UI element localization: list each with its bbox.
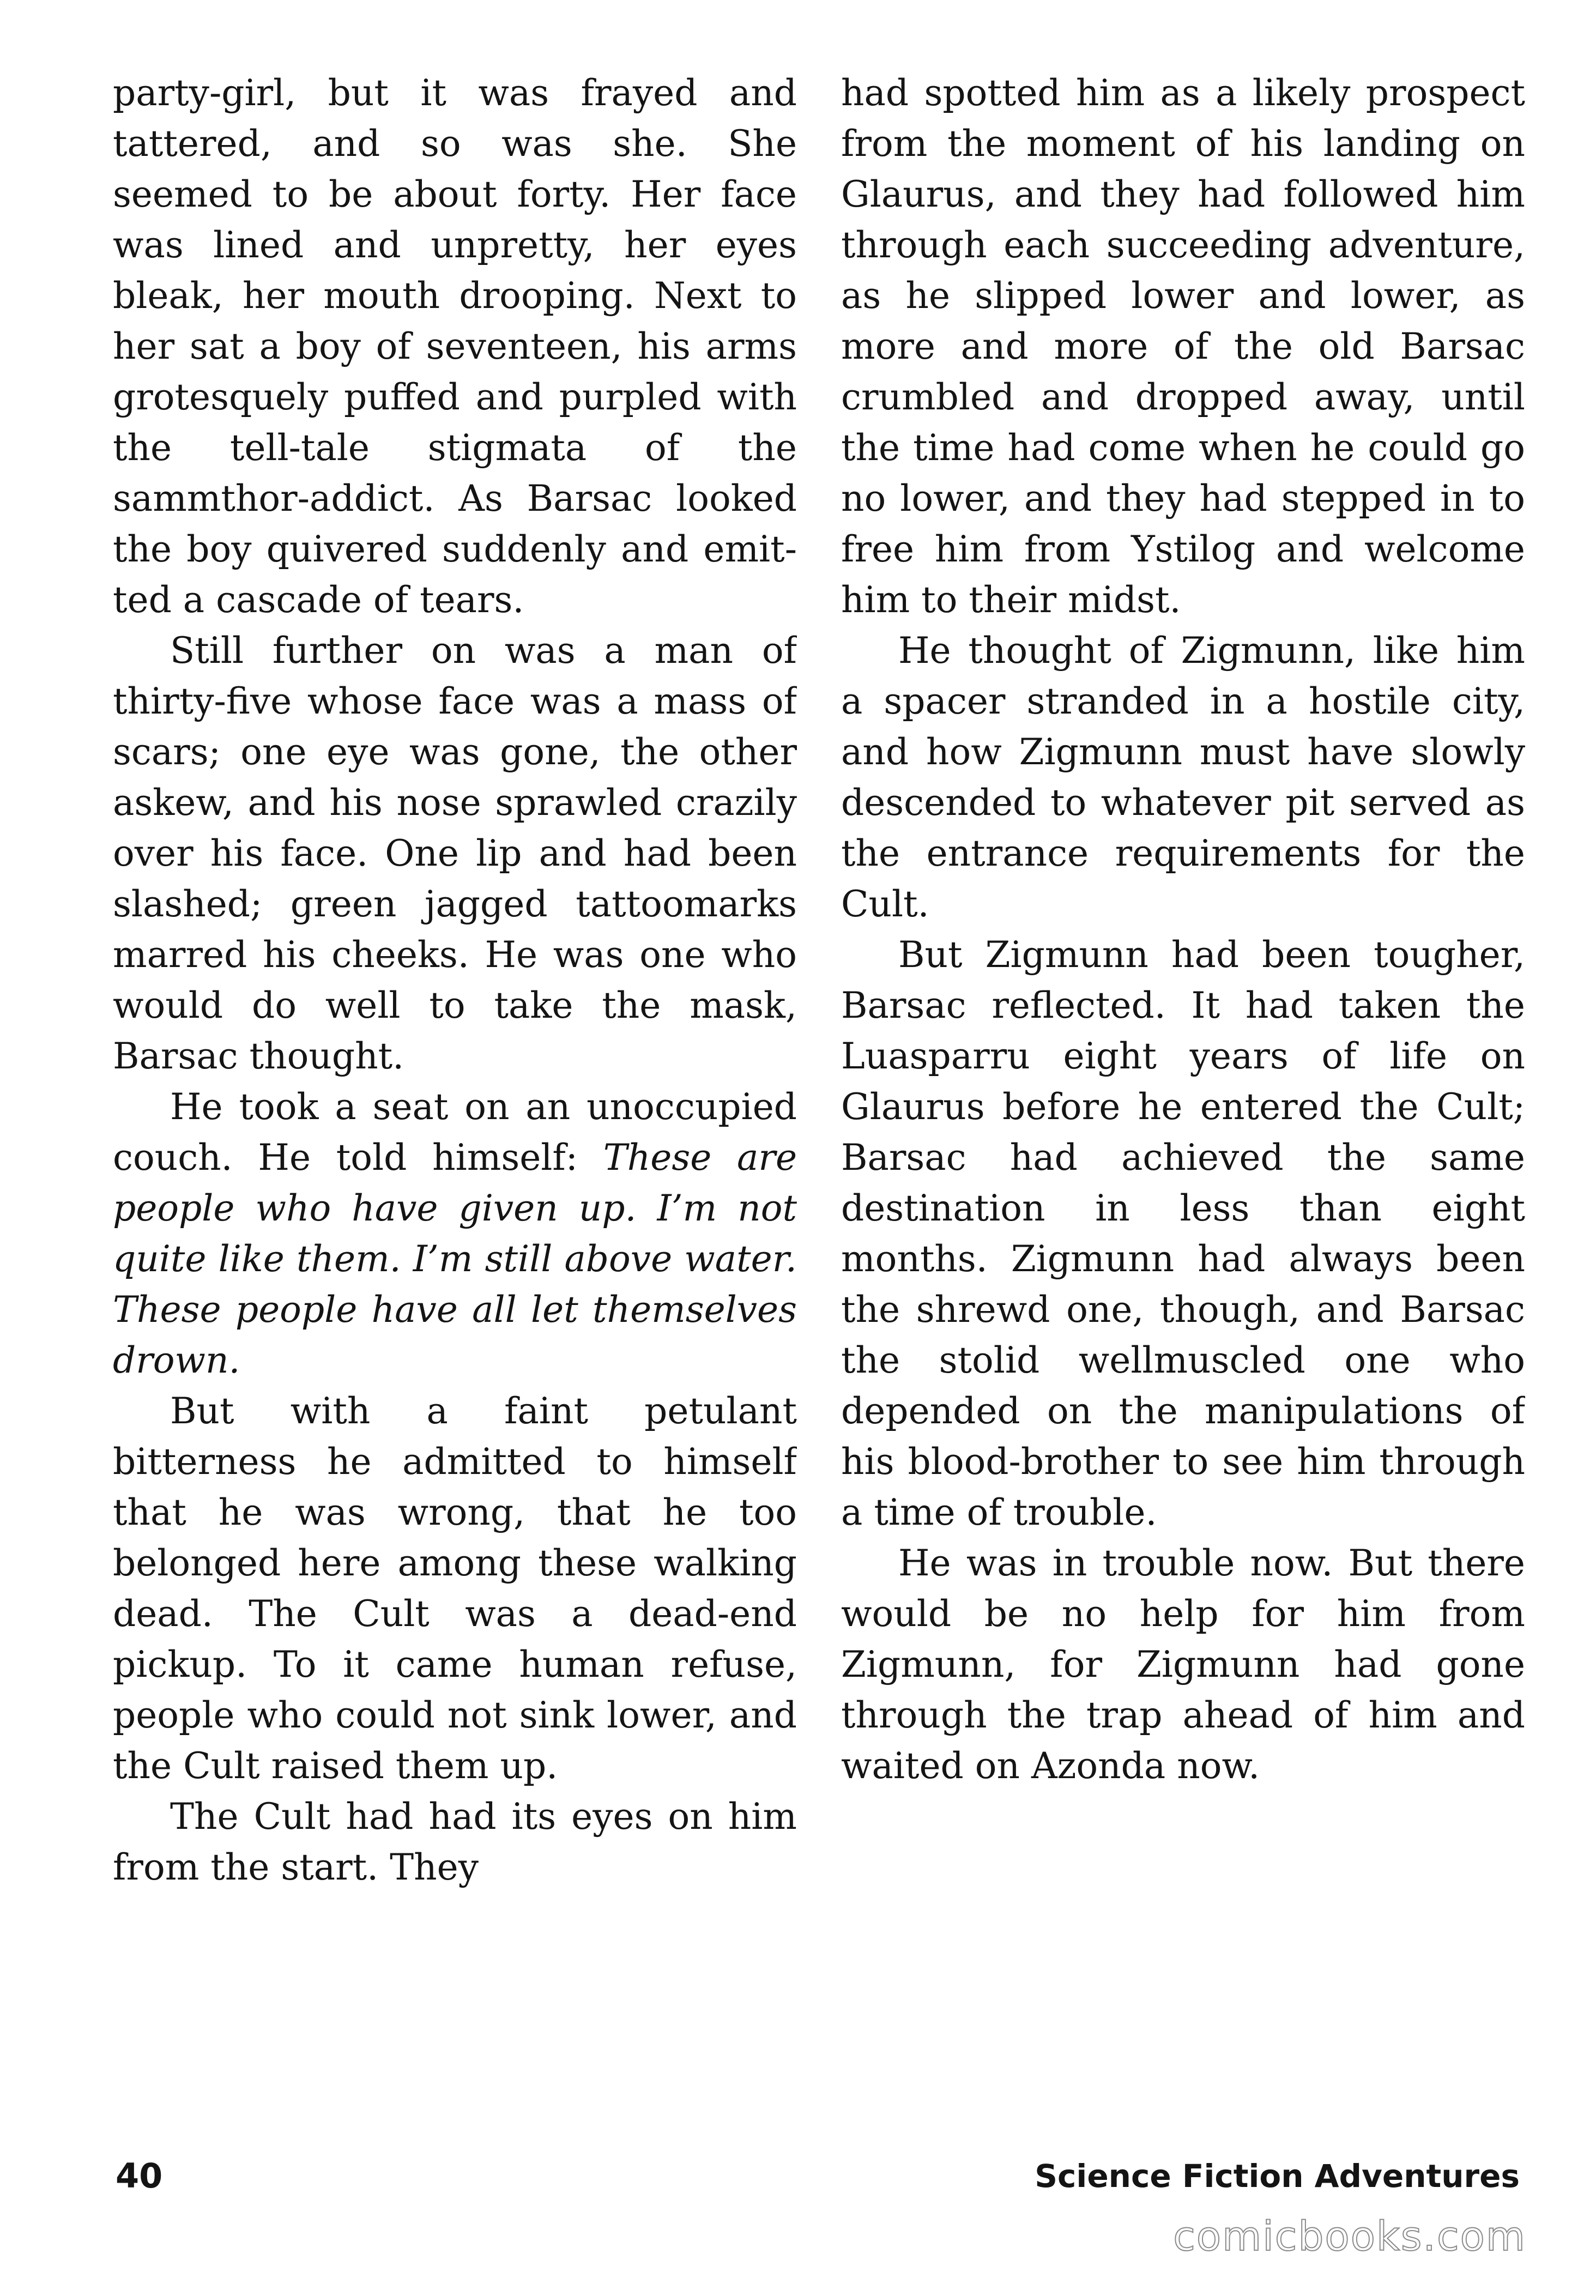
paragraph: He thought of Zigmunn, like him a spacer stranded in a hostile city, and how Zigmunn must have slowly descended to whatever pit served as the entrance requirements for the Cult. [841, 630, 1525, 925]
right-column [841, 68, 1525, 2155]
left-column [113, 68, 797, 2155]
page-number: 40 [116, 2156, 163, 2196]
watermark: comicbooks.com [1173, 2213, 1526, 2260]
paragraph [113, 1081, 797, 1386]
paragraph: Still further on was a man of thirty-five whose face was a mass of scars; one eye was gone, the other askew, and his nose sprawled crazily over his face. One lip and had been slashed; green jagged tattoomarks marred his cheeks. He was one who would do well to take the mask, Barsac thought. [113, 630, 797, 1077]
paragraph: party-girl, but it was frayed and tattered, and so was she. She seemed to be about forty. Her face was lined and unpretty, her eyes bleak, her mouth drooping. Next to her sat a boy of seventeen, his arms grotesquely puffed and purpled with the tell-tale stigmata of the sammthor-addict. As Barsac looked the boy quivered suddenly and emitted a cascade of tears. [113, 72, 797, 621]
italic-thought: These are people who have given up. I’m not quite like them. I’m still above water. These people have all let themselves drown. [113, 1137, 797, 1381]
paragraph: He was in trouble now. But there would be no help for him from Zigmunn, for Zigmunn had gone through the trap ahead of him and waited on Azonda now. [841, 1542, 1525, 1787]
paragraph: had spotted him as a likely prospect from the moment of his landing on Glaurus, and they had followed him through each succeeding adventure, as he slipped lower and lower, as more and more of the old Barsac crumbled and dropped away, until the time had come when he could go no lower, and they had stepped in to free him from Ystilog and welcome him to their midst. [841, 72, 1525, 621]
paragraph: But with a faint petulant bitterness he admitted to himself that he was wrong, that he too belonged here among these walking dead. The Cult was a dead-end pickup. To it came human refuse, people who could not sink lower, and the Cult raised them up. [113, 1390, 797, 1787]
paragraph-text: He took a seat on an unoccupied couch. He told himself: [113, 1086, 797, 1179]
paragraph: The Cult had had its eyes on him from the start. They [113, 1796, 797, 1888]
page-footer [0, 2154, 1596, 2220]
paragraph: But Zigmunn had been tougher, Barsac reflected. It had taken the Luasparru eight years of life on Glaurus before he entered the Cult; Barsac had achieved the same destination in less than eight months. Zigmunn had always been the shrewd one, though, and Barsac the stolid wellmuscled one who depended on the manipulations of his blood-brother to see him through a time of trouble. [841, 934, 1525, 1533]
magazine-title: Science Fiction Adventures [1035, 2158, 1520, 2195]
